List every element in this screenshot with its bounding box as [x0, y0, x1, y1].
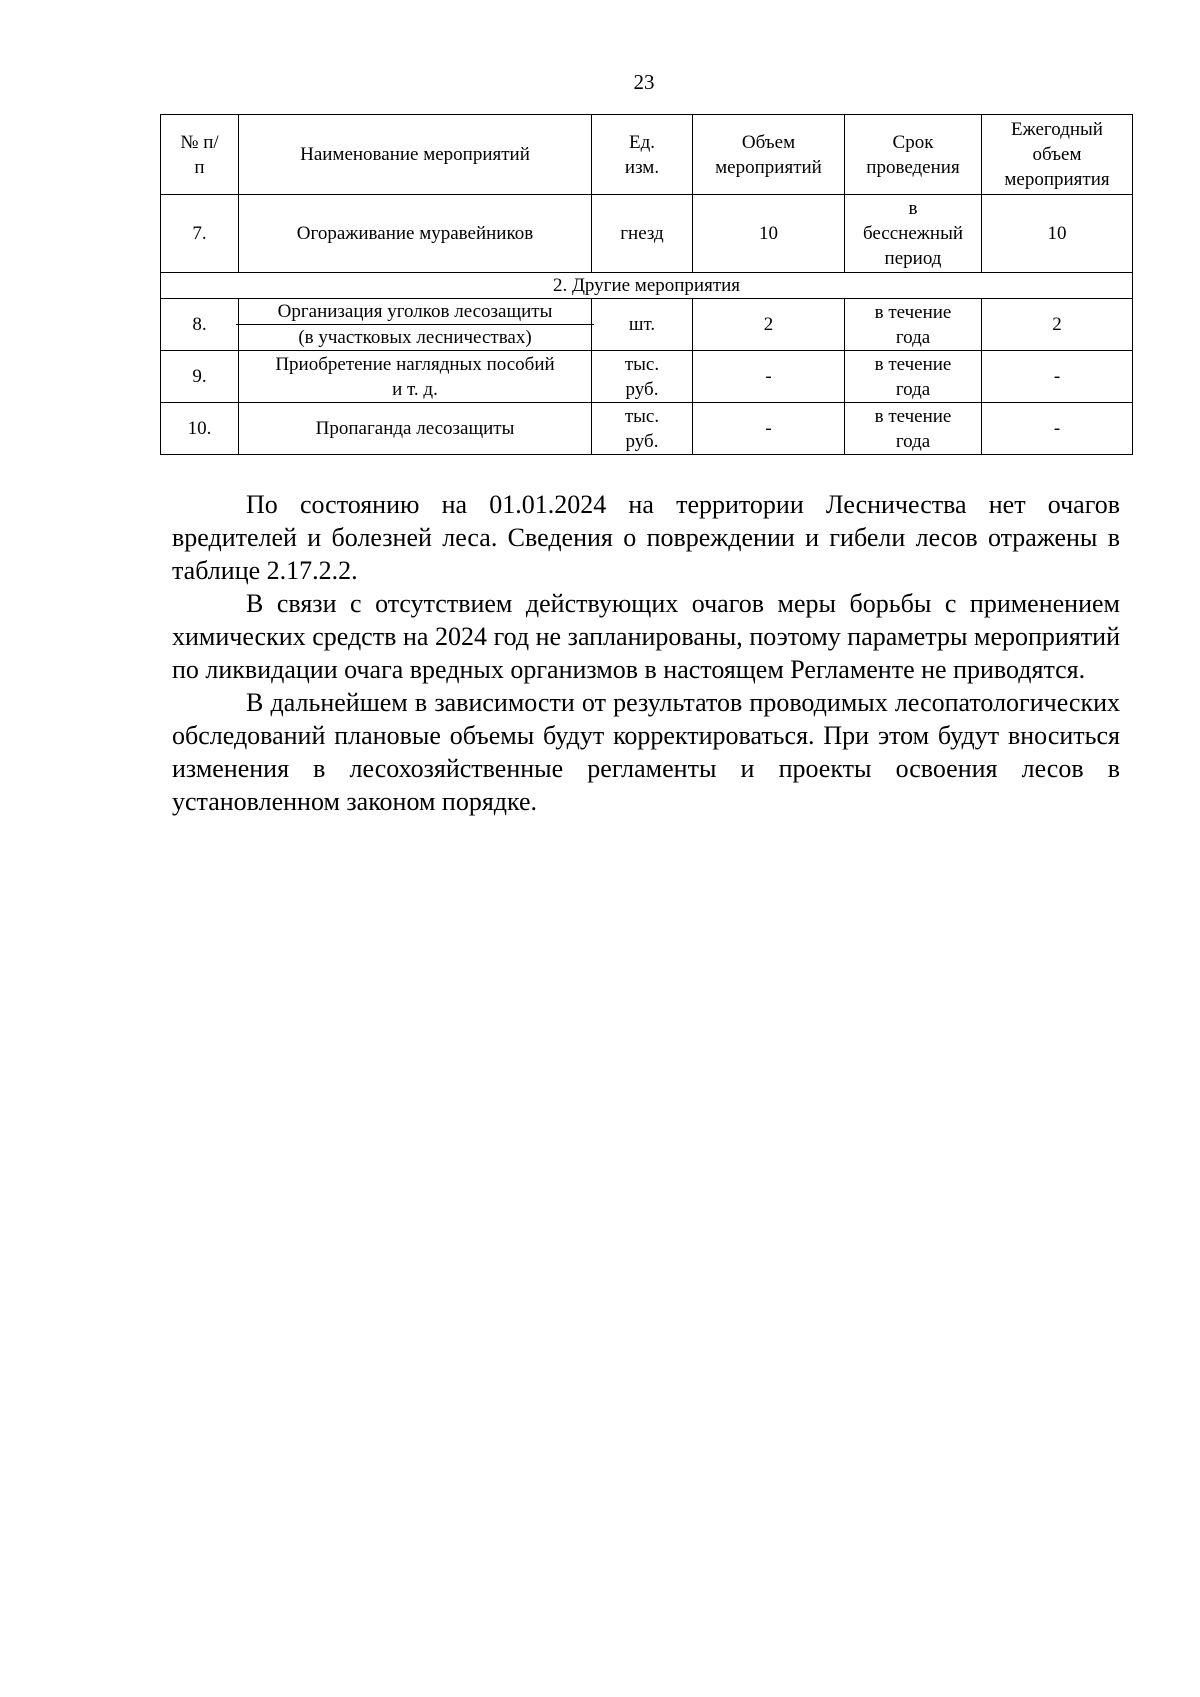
table-row	[161, 403, 1133, 455]
row-name: Приобретение наглядных пособий и т. д.	[239, 351, 592, 403]
row-term: в течение года	[845, 299, 982, 351]
row-unit: гнезд	[592, 195, 693, 273]
activities-table	[160, 114, 1133, 455]
row-name: Пропаганда лесозащиты	[239, 403, 592, 455]
table-row	[161, 195, 1133, 273]
row-annual: 2	[982, 299, 1133, 351]
row-term: в течение года	[845, 403, 982, 455]
row-num: 7.	[161, 195, 239, 273]
section-row	[161, 273, 1133, 299]
row-name-line-1: Организация уголков лесозащиты	[236, 299, 594, 325]
row-annual: -	[982, 403, 1133, 455]
header-num: № п/ п	[161, 115, 239, 195]
row-volume: -	[693, 351, 845, 403]
paragraph: В дальнейшем в зависимости от результатов проводимых лесопатологических обследований плановые объемы будут корректироваться. При этом будут вноситься изменения в лесохозяйственные регламенты и проекты освоения лесов в установленном законом порядке.	[172, 688, 1120, 816]
row-name: Огораживание муравейников	[239, 195, 592, 273]
row-num: 10.	[161, 403, 239, 455]
row-volume: 2	[693, 299, 845, 351]
row-term: в бесснежный период	[845, 195, 982, 273]
row-unit: шт.	[592, 299, 693, 351]
header-volume: Объем мероприятий	[693, 115, 845, 195]
row-name-line-2: (в участковых лесничествах)	[298, 327, 532, 348]
row-volume: 10	[693, 195, 845, 273]
table-row	[161, 351, 1133, 403]
header-term: Срок проведения	[845, 115, 982, 195]
row-unit: тыс. руб.	[592, 403, 693, 455]
body-text	[172, 488, 1120, 818]
row-annual: -	[982, 351, 1133, 403]
row-annual: 10	[982, 195, 1133, 273]
header-unit: Ед. изм.	[592, 115, 693, 195]
page-number: 23	[633, 70, 655, 94]
row-num: 8.	[161, 299, 239, 351]
row-term: в течение года	[845, 351, 982, 403]
header-name: Наименование мероприятий	[239, 115, 592, 195]
table-header-row	[161, 115, 1133, 195]
paragraph: По состоянию на 01.01.2024 на территории Лесничества нет очагов вредителей и болезней леса. Сведения о повреждении и гибели лесов отражены в таблице 2.17.2.2.	[172, 490, 1120, 585]
table-row	[161, 299, 1133, 351]
header-annual: Ежегодный объем мероприятия	[982, 115, 1133, 195]
row-volume: -	[693, 403, 845, 455]
row-name	[239, 299, 592, 351]
row-unit: тыс. руб.	[592, 351, 693, 403]
section-title: 2. Другие мероприятия	[161, 273, 1133, 299]
row-num: 9.	[161, 351, 239, 403]
paragraph: В связи с отсутствием действующих очагов меры борьбы с применением химических средств на 2024 год не запланированы, поэтому параметры мероприятий по ликвидации очага вредных организмов в настоящем Регламенте не приводятся.	[172, 589, 1120, 684]
